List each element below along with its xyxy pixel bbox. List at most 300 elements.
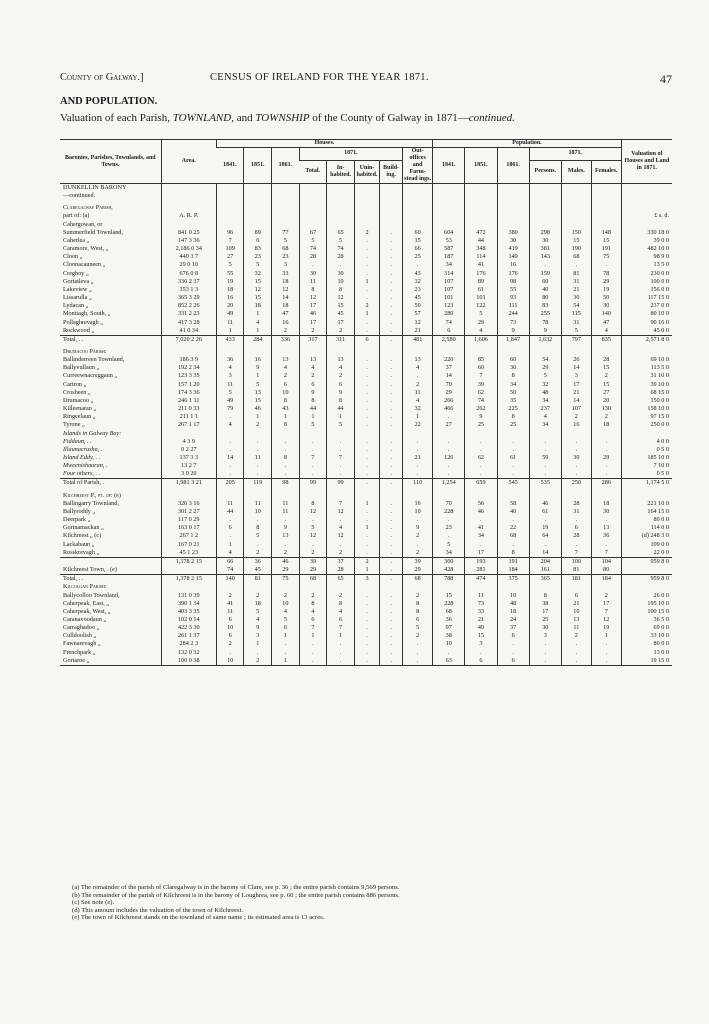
- cell: 10: [272, 389, 300, 397]
- cell: [591, 583, 621, 591]
- cell: 77: [272, 229, 300, 237]
- row-name: Frenchpark „: [63, 648, 96, 656]
- row-name: Cloon „: [63, 253, 83, 261]
- cell: [272, 204, 300, 212]
- cell: 50: [497, 389, 529, 397]
- row-name: Ringeelaun „: [63, 413, 96, 421]
- cell: 7,020 2 26: [161, 335, 216, 344]
- cell: [161, 204, 216, 212]
- cell: 3: [216, 372, 244, 380]
- cell: 22: [497, 524, 529, 532]
- cell: [497, 221, 529, 229]
- cell: 12: [327, 508, 355, 516]
- cell: [403, 221, 433, 229]
- cell: 186 3 9: [161, 356, 216, 364]
- cell: .: [299, 516, 327, 524]
- cell: .: [380, 327, 403, 336]
- cell: [354, 492, 379, 500]
- row-name: Mweenishauran, .: [63, 462, 108, 470]
- col-females: Females.: [591, 160, 621, 183]
- cell: .: [465, 649, 497, 657]
- cell: 2: [272, 592, 300, 600]
- cell: 38: [433, 632, 465, 640]
- cell: 2: [272, 327, 300, 336]
- cell: 6: [216, 632, 244, 640]
- cell: 19 15 0: [621, 657, 672, 666]
- cell: 481: [403, 335, 433, 344]
- cell: 8: [497, 372, 529, 380]
- cell: .: [354, 438, 379, 446]
- cell: 23: [403, 286, 433, 294]
- cell: 5: [299, 421, 327, 429]
- cell: 181: [561, 575, 591, 584]
- cell: 27: [433, 421, 465, 429]
- cell: [380, 192, 403, 200]
- cell: [272, 221, 300, 229]
- row-name: Crosheen „: [63, 388, 91, 396]
- cell: 102 0 14: [161, 616, 216, 624]
- cell: [161, 492, 216, 500]
- row-name: Culldoolish „: [63, 632, 97, 640]
- cell: [465, 221, 497, 229]
- cell: 99: [299, 479, 327, 488]
- cell: .: [465, 446, 497, 454]
- cell: 60: [465, 364, 497, 372]
- row-name: Total, . .: [60, 575, 161, 584]
- cell: 1: [272, 413, 300, 421]
- cell: 25: [465, 421, 497, 429]
- cell: 29 0 10: [161, 261, 216, 269]
- cell: 5: [327, 421, 355, 429]
- cell: 2: [244, 421, 272, 429]
- cell: 365: [529, 575, 561, 584]
- cell: 30: [327, 270, 355, 278]
- cell: 11: [272, 500, 300, 508]
- cell: [621, 583, 672, 591]
- row-name: Lackabaun „: [63, 540, 95, 548]
- page-number: 47: [660, 72, 672, 86]
- cell: [380, 221, 403, 229]
- cell: 4: [465, 327, 497, 336]
- cell: .: [591, 261, 621, 269]
- cell: 21: [561, 600, 591, 608]
- cell: 161: [529, 566, 561, 575]
- cell: 10: [561, 608, 591, 616]
- cell: 284: [244, 335, 272, 344]
- cell: .: [354, 261, 379, 269]
- cell: 211 1 1: [161, 413, 216, 421]
- cell: 422 3 30: [161, 624, 216, 632]
- cell: [561, 583, 591, 591]
- cell: 5: [244, 608, 272, 616]
- row-name: [60, 557, 161, 566]
- cell: 1,606: [465, 335, 497, 344]
- cell: 107: [433, 286, 465, 294]
- row-name: Drumacoo Parish:: [63, 347, 107, 355]
- cell: .: [497, 462, 529, 470]
- cell: 93: [497, 294, 529, 302]
- cell: [244, 212, 272, 220]
- cell: [561, 430, 591, 438]
- row-name: Total, . .: [60, 335, 161, 344]
- cell: 852 2 26: [161, 302, 216, 310]
- cell: 9: [244, 364, 272, 372]
- cell: 148: [591, 229, 621, 237]
- cell: 39: [465, 381, 497, 389]
- row-name: Ballingarry Townland,: [63, 499, 119, 507]
- table-row: [60, 294, 672, 302]
- cell: .: [403, 438, 433, 446]
- footnote: (c) See note (e).: [72, 899, 115, 907]
- cell: .: [380, 524, 403, 532]
- cell: [433, 348, 465, 356]
- cell: 66: [403, 245, 433, 253]
- cell: 39: [403, 557, 433, 566]
- cell: 2: [327, 327, 355, 336]
- cell: 115: [561, 310, 591, 318]
- footnote: (e) The town of Kilchreest stands on the townland of same name ; its estimated area is 13 acres.: [72, 914, 325, 922]
- cell: 13: [591, 524, 621, 532]
- row-name: Ballyvullaun „: [63, 364, 100, 372]
- cell: 18: [244, 600, 272, 608]
- footnote: (d) This amount includes the valuation of the town of Kilchreest.: [72, 906, 244, 914]
- cell: 122: [465, 302, 497, 310]
- cell: [380, 430, 403, 438]
- cell: [216, 492, 244, 500]
- cell: [327, 583, 355, 591]
- cell: 381: [529, 245, 561, 253]
- cell: .: [299, 438, 327, 446]
- cell: .: [216, 462, 244, 470]
- cell: [465, 583, 497, 591]
- cell: .: [403, 372, 433, 380]
- cell: [497, 583, 529, 591]
- table-row: [60, 500, 672, 508]
- cell: 114: [465, 253, 497, 261]
- table-row: [60, 446, 672, 454]
- cell: 30: [497, 364, 529, 372]
- row-name: Island Eddy, . .: [63, 454, 101, 461]
- cell: 221 10 0: [621, 500, 672, 508]
- cell: 60: [529, 278, 561, 286]
- cell: 150 0 0: [621, 397, 672, 405]
- cell: 4: [403, 397, 433, 405]
- cell: [161, 430, 216, 438]
- cell: 2: [272, 549, 300, 558]
- cell: 27: [591, 389, 621, 397]
- cell: [380, 184, 403, 193]
- row-name: Drumacoo „: [63, 396, 94, 404]
- cell: 184: [591, 575, 621, 584]
- cell: 4 0 0: [621, 438, 672, 446]
- cell: 64: [529, 532, 561, 540]
- cell: .: [403, 470, 433, 479]
- cell: 3: [272, 261, 300, 269]
- cell: 126: [433, 454, 465, 462]
- cell: [561, 192, 591, 200]
- cell: .: [433, 438, 465, 446]
- cell: 85: [465, 356, 497, 364]
- cell: .: [380, 438, 403, 446]
- cell: 2,186 0 34: [161, 245, 216, 253]
- header-title: CENSUS OF IRELAND FOR THE YEAR 1871.: [210, 72, 429, 83]
- cell: .: [327, 446, 355, 454]
- cell: [216, 184, 244, 193]
- cell: 2: [327, 592, 355, 600]
- cell: 41: [465, 524, 497, 532]
- cell: 48: [529, 389, 561, 397]
- cell: 18: [497, 608, 529, 616]
- cell: 98: [497, 278, 529, 286]
- cell: 11: [216, 381, 244, 389]
- cell: 262: [465, 405, 497, 413]
- cell: .: [354, 624, 379, 632]
- cell: 365 3 29: [161, 294, 216, 302]
- cell: [621, 492, 672, 500]
- cell: [403, 212, 433, 220]
- cell: .: [354, 356, 379, 364]
- cell: .: [354, 649, 379, 657]
- cell: 195 10 0: [621, 600, 672, 608]
- cell: 29: [591, 454, 621, 462]
- cell: 16: [497, 261, 529, 269]
- cell: 30: [561, 294, 591, 302]
- cell: 28: [299, 253, 327, 261]
- cell: [299, 212, 327, 220]
- cell: 474: [465, 575, 497, 584]
- row-name: Gortatleva „: [63, 277, 94, 285]
- cell: .: [380, 405, 403, 413]
- cell: 7: [591, 608, 621, 616]
- cell: [497, 492, 529, 500]
- cell: 336 2 37: [161, 278, 216, 286]
- cell: .: [591, 649, 621, 657]
- cell: [561, 348, 591, 356]
- cell: 390 1 34: [161, 600, 216, 608]
- cell: 1: [299, 413, 327, 421]
- cell: 5: [244, 381, 272, 389]
- cell: .: [403, 261, 433, 269]
- col-houses-1861: 1861.: [272, 148, 300, 184]
- cell: 130: [591, 405, 621, 413]
- table-row: [60, 632, 672, 640]
- cell: 6: [327, 381, 355, 389]
- cell: 8: [272, 397, 300, 405]
- cell: 4: [216, 364, 244, 372]
- cell: 380: [497, 229, 529, 237]
- cell: 2: [561, 632, 591, 640]
- cell: .: [380, 397, 403, 405]
- cell: 12: [327, 532, 355, 540]
- cell: .: [403, 541, 433, 549]
- cell: .: [497, 541, 529, 549]
- cell: 3: [529, 632, 561, 640]
- cell: .: [327, 640, 355, 648]
- cell: 2: [216, 592, 244, 600]
- col-population-header: Population.: [433, 140, 622, 148]
- cell: 6: [272, 624, 300, 632]
- cell: .: [529, 261, 561, 269]
- cell: 13: [244, 389, 272, 397]
- cell: 6: [216, 616, 244, 624]
- cell: [272, 430, 300, 438]
- cell: [433, 492, 465, 500]
- cell: 1,378 2 15: [161, 575, 216, 584]
- cell: 78: [529, 319, 561, 327]
- cell: .: [354, 372, 379, 380]
- footnote: (a) The remainder of the parish of Claregalway is in the barony of Clare, see p. 36 ; the entire parish contains 9,569 persons.: [72, 884, 400, 891]
- cell: 62: [465, 389, 497, 397]
- cell: 6: [354, 335, 379, 344]
- cell: .: [354, 397, 379, 405]
- row-name: Claregalway Parish,: [63, 204, 113, 212]
- cell: [497, 204, 529, 212]
- cell: [621, 221, 672, 229]
- cell: .: [497, 438, 529, 446]
- cell: 19: [591, 624, 621, 632]
- cell: .: [272, 640, 300, 648]
- cell: 20: [591, 397, 621, 405]
- cell: .: [561, 640, 591, 648]
- cell: 23: [244, 253, 272, 261]
- cell: .: [380, 302, 403, 310]
- cell: 14: [561, 397, 591, 405]
- cell: .: [327, 438, 355, 446]
- row-name: part of: (a): [63, 212, 90, 220]
- cell: .: [380, 294, 403, 302]
- cell: 1: [354, 566, 379, 575]
- cell: 6: [244, 237, 272, 245]
- table-row: [60, 470, 672, 479]
- cell: .: [327, 541, 355, 549]
- cell: 36: [216, 356, 244, 364]
- cell: 13: [272, 532, 300, 540]
- cell: 22: [403, 421, 433, 429]
- cell: 73: [497, 319, 529, 327]
- section-heading-row: [60, 184, 672, 193]
- cell: 6: [216, 524, 244, 532]
- cell: 10: [433, 640, 465, 648]
- cell: 159: [529, 270, 561, 278]
- cell: 20: [216, 302, 244, 310]
- cell: [529, 348, 561, 356]
- census-table-body: [60, 184, 672, 666]
- cell: 1: [244, 640, 272, 648]
- cell: 11: [299, 278, 327, 286]
- cell: 204: [529, 557, 561, 566]
- cell: .: [216, 532, 244, 540]
- row-name: DUNKELLIN BARONY: [63, 184, 127, 191]
- cell: 39 10 0: [621, 381, 672, 389]
- cell: .: [561, 649, 591, 657]
- cell: [529, 192, 561, 200]
- cell: .: [561, 657, 591, 666]
- row-name: Caherpeak, West, „: [63, 607, 111, 615]
- cell: 11: [244, 500, 272, 508]
- cell: 267 1 2: [161, 532, 216, 540]
- cell: .: [380, 364, 403, 372]
- col-inhabited: In-habited.: [327, 160, 355, 183]
- cell: .: [216, 649, 244, 657]
- cell: [433, 583, 465, 591]
- cell: 8: [272, 454, 300, 462]
- cell: .: [433, 532, 465, 540]
- cell: 100 0 0: [621, 278, 672, 286]
- cell: .: [591, 446, 621, 454]
- cell: .: [354, 245, 379, 253]
- cell: 43: [403, 270, 433, 278]
- cell: 132 0 32: [161, 649, 216, 657]
- row-name: Rockwood „: [63, 326, 95, 334]
- cell: 18: [272, 302, 300, 310]
- cell: 23: [272, 253, 300, 261]
- cell: 4: [216, 421, 244, 429]
- cell: .: [465, 541, 497, 549]
- cell: .: [529, 470, 561, 479]
- cell: 68: [272, 245, 300, 253]
- row-name: Killeenaran „: [63, 405, 97, 413]
- cell: .: [380, 421, 403, 429]
- cell: 433: [216, 335, 244, 344]
- cell: .: [403, 462, 433, 470]
- cell: 28: [327, 566, 355, 575]
- cell: [327, 348, 355, 356]
- cell: [161, 221, 216, 229]
- row-name: Kilchreest „ (c): [63, 532, 102, 540]
- cell: 9: [272, 524, 300, 532]
- cell: .: [380, 261, 403, 269]
- cell: 16: [403, 500, 433, 508]
- cell: [216, 192, 244, 200]
- cell: 68: [299, 575, 327, 584]
- cell: 5: [299, 524, 327, 532]
- cell: 1,632: [529, 335, 561, 344]
- cell: .: [354, 270, 379, 278]
- cell: .: [380, 608, 403, 616]
- cell: 33: [272, 270, 300, 278]
- table-row: [60, 302, 672, 310]
- row-name: Lydacan „: [63, 302, 89, 310]
- cell: [354, 221, 379, 229]
- table-row: [60, 532, 672, 540]
- table-row: [60, 245, 672, 253]
- row-name: Islands in Galway Bay:: [63, 429, 122, 437]
- cell: 9: [244, 624, 272, 632]
- section-heading-row: [60, 204, 672, 212]
- cell: .: [380, 356, 403, 364]
- cell: [561, 212, 591, 220]
- cell: [529, 212, 561, 220]
- cell: .: [591, 541, 621, 549]
- cell: [497, 430, 529, 438]
- cell: [161, 192, 216, 200]
- table-row: [60, 319, 672, 327]
- cell: 7 10 0: [621, 462, 672, 470]
- row-name: Ballyroddy „: [63, 507, 96, 515]
- cell: .: [561, 261, 591, 269]
- col-houses-total: Total.: [299, 160, 327, 183]
- cell: 21: [403, 454, 433, 462]
- cell: .: [299, 640, 327, 648]
- cell: 44: [299, 405, 327, 413]
- cell: [299, 430, 327, 438]
- cell: .: [380, 253, 403, 261]
- cell: 676 0 8: [161, 270, 216, 278]
- cell: [465, 492, 497, 500]
- cell: [529, 221, 561, 229]
- table-row: [60, 356, 672, 364]
- cell: 12: [403, 319, 433, 327]
